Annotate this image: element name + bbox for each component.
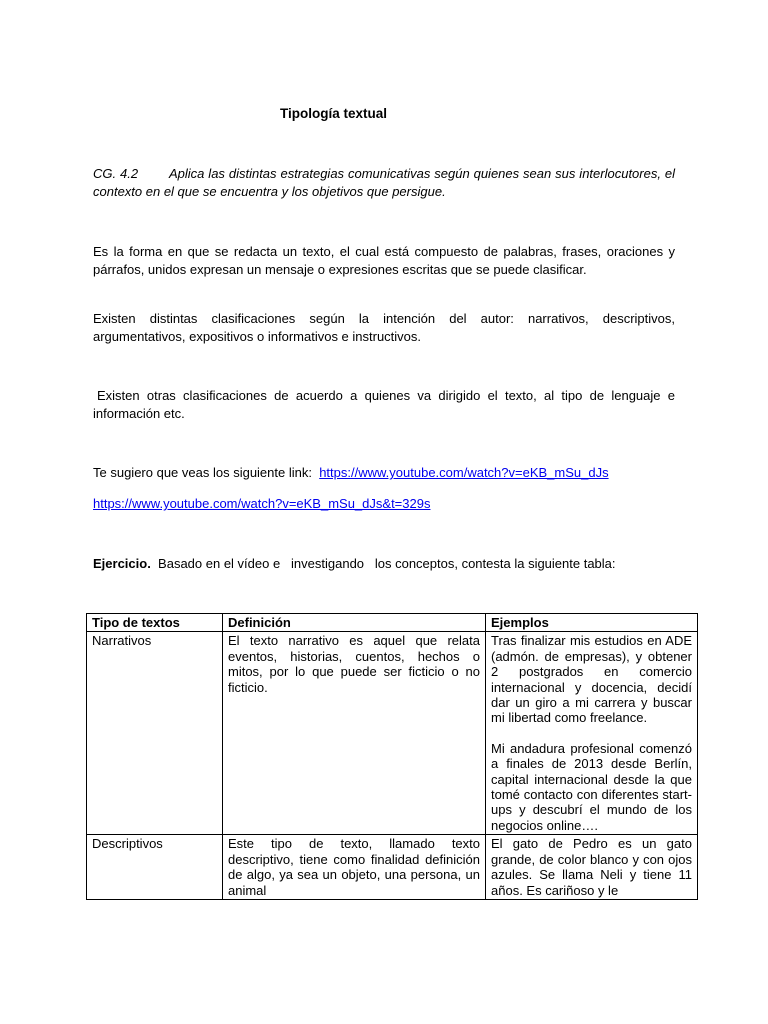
row-type-narrativos: Narrativos (87, 632, 223, 835)
row-examples (486, 632, 698, 835)
header-definition: Definición (223, 614, 486, 632)
header-examples: Ejemplos (486, 614, 698, 632)
competence-paragraph (93, 165, 675, 201)
youtube-link-1[interactable]: https://www.youtube.com/watch?v=eKB_mSu_dJs (319, 465, 609, 480)
table-row (87, 835, 698, 900)
classification-paragraph: Existen distintas clasificaciones según la intención del autor: narrativos, descriptivos, argumentativos, expositivos o informativos e instructivos. (93, 311, 675, 344)
competence-text: Aplica las distintas estrategias comunicativas según quienes sean sus interlocutores, el contexto en el que se encuentra y los objetivos que persigue. (93, 166, 675, 199)
document-title: Tipología textual (280, 106, 388, 121)
row-examples (486, 835, 698, 900)
table-row (87, 632, 698, 835)
suggestion-text: Te sugiero que veas los siguiente link: (93, 465, 312, 480)
table-header-row (87, 614, 698, 632)
text-types-table (86, 613, 698, 900)
competence-code: CG. 4.2 (93, 166, 139, 181)
youtube-link-2[interactable]: https://www.youtube.com/watch?v=eKB_mSu_dJs&t=329s (93, 496, 431, 511)
exercise-label: Ejercicio. (93, 556, 151, 571)
row-definition: Este tipo de texto, llamado texto descriptivo, tiene como finalidad definición de algo, ya sea un objeto, una persona, un animal (223, 835, 486, 900)
suggestion-line (93, 464, 675, 482)
exercise-text: Basado en el vídeo e investigando los conceptos, contesta la siguiente tabla: (158, 556, 616, 571)
other-classification-paragraph: Existen otras clasificaciones de acuerdo a quienes va dirigido el texto, al tipo de lenguaje e información etc. (93, 388, 675, 421)
row-type-descriptivos: Descriptivos (87, 835, 223, 900)
example-paragraph: Mi andadura profesional comenzó a finales de 2013 desde Berlín, capital internacional desde la que tomé contacto con diferentes start-ups y descubrí el mundo de los negocios online…. (491, 740, 692, 833)
exercise-line (93, 555, 675, 573)
example-paragraph: El gato de Pedro es un gato grande, de color blanco y con ojos azules. Se llama Neli y tiene 11 años. Es cariñoso y le (491, 836, 692, 898)
definition-paragraph: Es la forma en que se redacta un texto, el cual está compuesto de palabras, frases, oraciones y párrafos, unidos expresan un mensaje o expresiones escritas que se puede clasificar. (93, 244, 675, 277)
example-paragraph: Tras finalizar mis estudios en ADE (admón. de empresas), y obtener 2 postgrados en comercio internacional y docencia, decidí dar un giro a mi carrera y buscar mi libertad como freelance. (491, 633, 692, 726)
link-line (93, 495, 675, 513)
header-type: Tipo de textos (87, 614, 223, 632)
row-definition: El texto narrativo es aquel que relata eventos, historias, cuentos, hechos o mitos, por lo que puede ser ficticio o no ficticio. (223, 632, 486, 835)
